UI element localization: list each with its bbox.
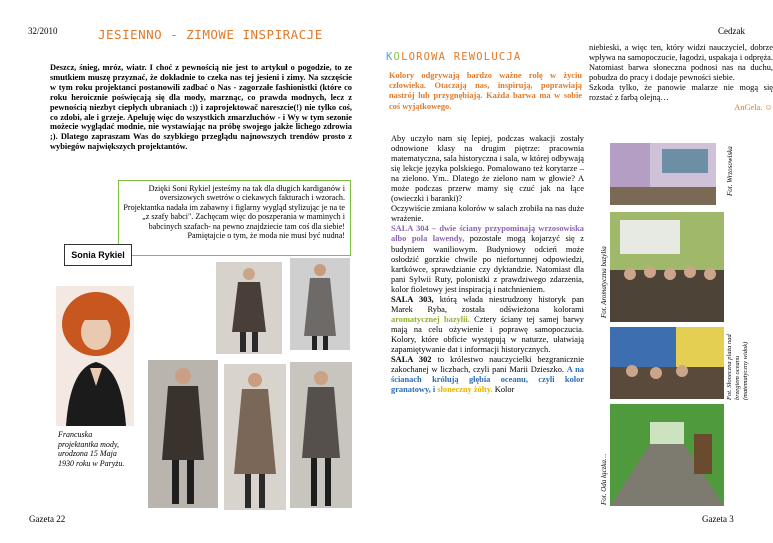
photo-caption-4: Fot. Oda łączka… <box>600 453 608 505</box>
article-lead: Kolory odgrywają bardzo ważne rolę w życiu człowieka. Otaczają nas, inspirują, poprawiają nastrój lub przygnębiają. Każda barwa ma w sobie coś wyjątkowego. <box>389 71 582 111</box>
rykiel-portrait-photo <box>56 286 134 426</box>
runway-photo-2 <box>290 258 350 350</box>
runway-photo-5 <box>290 362 352 508</box>
footer-left: Gazeta 22 <box>29 514 66 524</box>
paragraph: Oczywiście zmiana kolorów w salach zrobiła na nas duże wrażenie. <box>391 204 585 224</box>
photo-caption-3: Fot. Słoneczna plaża nad brzegiem oceanu (matematyczny widok) <box>726 334 749 400</box>
author-header: Cedzak <box>718 26 745 36</box>
article-column-2: Aby uczyło nam się lepiej, podczas wakacji zostały odnowione klasy na drugim piętrze: pracownia matematyczna, sala historyczna i sala, w której odbywają się lekcje języka polskiego. Pomalowano też korytarze – na zielono. Ym.. Dlatego że zielono nam w głowie? A może podczas przerw mamy się czuć jak na łące (owieczki i baranki)? Oczywiście zmiana kolorów w salach zrobiła na nas duże wrażenie. SALA 304 – dwie ściany przypominają wrzosowiska albo pola lawendy, pozostałe mogą kojarzyć się z budyniem waniliowym. Budyniowy odcień może osłodzić gorzkie chwile po niefortunnej odpowiedzi, kartkówce, sprawdzianie czy dyktandzie. Natomiast dla pani Sylwii Ruty, polonistki z prawdziwego zdarzenia, kolor fioletowy jest inspiracją i natchnieniem. SALA 303, którą włada niestrudzony historyk pan Marek Ryba, została odświeżona kolorami aromatycznej bazylii. Cztery ściany tej samej barwy mają na celu ożywienie i poprawę samopoczucia. Kolory, które obficie występują w naturze, ułatwiają zapamiętywanie dat i informacji historycznych. SALA 302 to królestwo nauczycielki bezgranicznie zakochanej w liczbach, czyli pani Marii Dzieszko. A na ścianach królują głębia oceanu, czyli kolor granatowy, i słoneczny żółty. Kolor <box>391 134 585 395</box>
classroom-photo-basil <box>610 212 724 322</box>
paragraph: Aby uczyło nam się lepiej, podczas wakacji zostały odnowione klasy na drugim piętrze: pracownia matematyczna, sala historyczna i sala, w której odbywają się lekcje języka polskiego. Pomalowano też korytarze – na zielono. Ym.. Dlatego że zielono nam w głowie? A może podczas przerw mamy się czuć jak na łące (owieczki i baranki)? <box>391 134 584 204</box>
designer-caption: Francuska projektantka mody, urodzona 15 Maja 1930 roku w Paryżu. <box>58 430 125 468</box>
designer-name-label: Sonia Rykiel <box>64 244 132 266</box>
paragraph: Szkoda tylko, że panowie malarze nie mogą się rozstać z farbą olejną… <box>589 83 773 103</box>
article-column-3 <box>589 43 773 113</box>
footer-right: Gazeta 3 <box>702 514 734 524</box>
rykiel-info-box: Dzięki Soni Rykiel jesteśmy na tak dla długich kardiganów i oversizowych swetrów o ciekawych fakturach i wzorach. Projektantka nadała im zabawny i figlarny wygląd stylizując je na te „z szafy babci". Zachęcam więc do poszperania w maminych i babcinych szafach- na pewno znajdziecie tam coś dla siebie! Pamiętajcie o tym, że moda nie musi być nudna! <box>118 180 351 256</box>
page-number-left: 32/2010 <box>28 26 58 36</box>
photo-caption-2: Fot. Aromatyczna bazylia <box>600 246 608 318</box>
article-intro: Deszcz, śnieg, mróz, wiatr. I choć z pewnością nie jest to artykuł o pogodzie, to ze smutkiem muszę przyznać, że dokładnie to czeka nas tej jesieni i zimy. Na szczęście w tym roku projektanci postanowili zadbać o Nas - zagorzałe fashionistki (które co roku heroicznie poświęcają się dla mody, marznąc, co prawda modnych, lecz z pewnością niezbyt ciepłych ubraniach :)) i zaprojektowač nareszcie(!) nie tylko coś, co zdobi, ale i grzeje. Apeluję więc do wszystkich zmarzluchów - i Wy w tym sezonie możecie wyglądać modnie, nie wystawiając na próbę swojego jakże lichego zdrowia ;). Dlatego zapraszam Was do szybkiego przeglądu najnowszych trendów prosto z wybiegów największych projektantów. <box>50 63 352 152</box>
classroom-photo-lavender <box>610 143 716 205</box>
article-title-left: JESIENNO - ZIMOWE INSPIRACJE <box>98 27 323 42</box>
paragraph: niebieski, a więc ten, który widzi nauczyciel, dobrze wpływa na samopoczucie, łagodzi, uspakaja i odpręża. Natomiast barwa słoneczna podnosi nas na duchu, pobudza do pracy i dodaje pewności siebie. <box>589 43 773 83</box>
runway-photo-3 <box>148 360 218 508</box>
article-title-right: KOLOROWA REWOLUCJA <box>386 51 522 63</box>
corridor-photo-green <box>610 404 724 506</box>
signature: AnGela. ☺ <box>734 103 773 113</box>
runway-photo-4 <box>224 364 286 510</box>
classroom-photo-ocean <box>610 327 724 399</box>
runway-photo-1 <box>216 262 282 354</box>
photo-caption-1: Fot. Wrzosowiska <box>726 146 734 196</box>
